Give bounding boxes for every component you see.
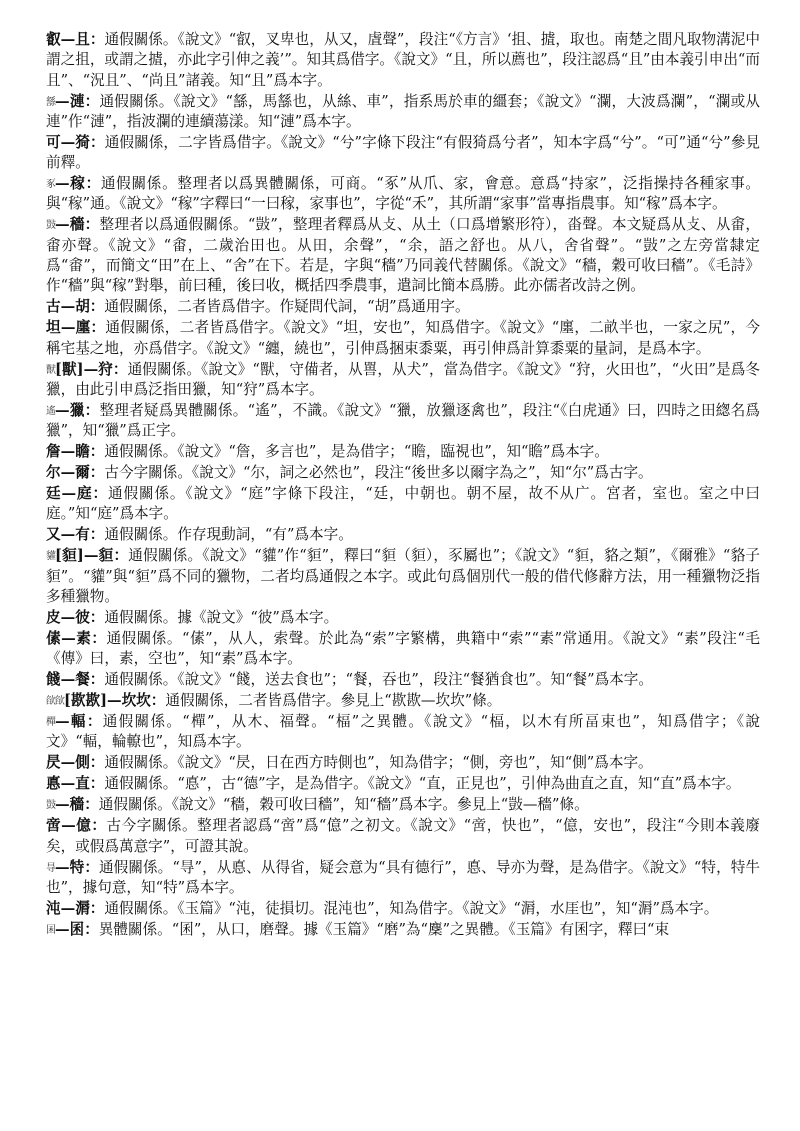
entry-headword: 可—猗： (46, 133, 105, 151)
entry-headword: 悳—直： (46, 775, 105, 793)
entry-headword: 沌—漘： (46, 899, 105, 917)
entry-headword: 昃—側： (46, 754, 105, 772)
entry-headword: [貆]—貆： (55, 547, 129, 565)
ancient-glyph-icon: 貛 (46, 551, 55, 563)
entry-1 (46, 30, 760, 91)
entry-text: 通假關係。《說文》“叡，叉卑也，从又，虘聲”，段注“《方言》‘抯、摣，取也。南楚之間凡取物溝泥中謂之抯，或謂之摣，亦此字引伸之義’”。知其爲借字。《說文》“且，所以薦也”，段注認爲“且”由本義引申出“而且”、“況且”、“尚且”諸義。知“且”爲本字。 (46, 31, 760, 89)
entry-headword: —穡： (55, 216, 100, 234)
entry-21 (46, 774, 760, 794)
entry-8 (46, 360, 760, 401)
entry-7 (46, 318, 760, 359)
entry-text: 通假關係。作存現動詞，“有”爲本字。 (104, 526, 353, 544)
entry-text: 通假關係。《玉篇》“沌，徒損切。混沌也”，知為借字。《說文》“漘，水厓也”，知“漘”爲本字。 (104, 899, 719, 917)
entry-24 (46, 858, 760, 899)
entry-3 (46, 133, 760, 174)
ancient-glyph-icon: 欿欿 (46, 696, 64, 708)
entry-text: 通假關係，二者皆爲借字。作疑問代詞，“胡”爲通用字。 (104, 298, 470, 316)
entry-22 (46, 795, 760, 815)
entry-text: 通假關係。《說文》“獸，守備者，从嘼，从犬”，當為借字。《說文》“狩，火田也”，“火田”是爲冬獵，由此引申爲泛指田獵，知“狩”爲本字。 (46, 360, 760, 398)
entry-headword: 坦—廛： (46, 319, 106, 337)
entry-text: 通假關係。“傃”，从人，索聲。於此為“索”字繁構，典籍中“索”“素”常通用。《說文》“素”段注“毛《傳》曰，素，空也”，知“素”爲本字。 (46, 629, 760, 668)
entry-15 (46, 608, 760, 628)
entry-headword: —漣： (55, 92, 100, 110)
entry-text: 古今字關係。《說文》“尔，詞之必然也”，段注“後世多以爾字為之”，知“尔”爲古字。 (104, 464, 653, 482)
entry-13 (46, 525, 760, 545)
entry-headword: 廷—庭： (46, 485, 108, 503)
entry-2 (46, 92, 760, 133)
ancient-glyph-icon: 樿 (46, 717, 55, 729)
entry-text: 通假關係。“樿”，从木、福聲。“楅”之異體。《說文》“楅，以木有所畐束也”，知爲借字；《說文》“輻，輪轑也”，知爲本字。 (46, 713, 760, 751)
entry-11 (46, 463, 760, 483)
entry-headword: 餞—餐： (46, 671, 105, 689)
entry-headword: —囷： (55, 920, 99, 938)
entry-16 (46, 629, 760, 670)
entry-text: 通假關係，二者皆爲借字。參見上“歁歁—坎坎”條。 (165, 692, 502, 710)
ancient-glyph-icon: 敱 (46, 220, 55, 232)
entry-9 (46, 401, 760, 442)
entry-headword: —穡： (55, 796, 99, 814)
entry-headword: 詹—瞻： (46, 443, 105, 461)
entry-headword: 皮—彼： (46, 608, 105, 626)
entry-text: 異體關係。“囷”，从口，磨聲。據《玉篇》“磨”為“麇”之異體。《玉篇》有囷字，釋曰“束 (98, 920, 670, 938)
entry-10 (46, 442, 760, 462)
entry-headword: 叡—且： (46, 31, 105, 48)
entry-text: 通假關係。整理者以爲異體關係，可商。“豖”从爪、家，會意。意爲“持家”，泛指操持各種家事。與“稼”通。《說文》“稼”字釋曰“一曰稼，家事也”，字從“禾”，其所謂“家事”當專指農事。知“稼”爲本字。 (46, 175, 760, 213)
ancient-glyph-icon: 敱 (46, 800, 55, 812)
entry-text: 通假關係。“㝵”，从悳、从得省，疑会意为“具有德行”，悳、导亦为聲，是為借字。《說文》“特，特牛也”，據句意，知“特”爲本字。 (46, 858, 760, 896)
entry-text: 通假關係。《說文》“䌛，馬䌛也，从絲、車”，指系馬於車的繮套；《說文》“瀾，大波爲瀾”，“瀾或从連”作“漣”，指波瀾的連續蕩漾。知“漣”爲本字。 (46, 92, 760, 130)
entry-headword: —獵： (55, 401, 100, 419)
entry-text: 通假關係。《說文》“貛”作“貆”，釋曰“貆（貆），豕屬也”；《說文》“貆，貉之類”，《爾雅》“貉子貆”。“貛”與“貆”爲不同的獵物，二者均爲通假之本字。或此句爲個別代一般的借代修辭方法，用一種獵物泛指多種獵物。 (46, 547, 761, 605)
entry-25 (46, 899, 760, 919)
entry-text: 古今字關係。整理者認爲“啻”爲“億”之初文。《說文》“啻，快也”，“億，安也”，段注“今則本義廢矣，或假爲萬意字”，可證其說。 (46, 817, 760, 855)
ancient-glyph-icon: 䌛 (46, 96, 55, 108)
entry-headword: 古—胡： (46, 298, 105, 316)
entry-headword: 啻—億： (46, 817, 107, 835)
entry-19 (46, 712, 760, 753)
entry-4 (46, 174, 760, 215)
ancient-glyph-icon: 㝵 (46, 862, 55, 874)
entry-text: 通假關係。《說文》“庭”字條下段注，“廷，中朝也。朝不屋，故不从广。宮者，室也。室之中曰庭。”知“庭”爲本字。 (46, 485, 760, 523)
entry-20 (46, 753, 760, 773)
entry-18 (46, 691, 760, 711)
entry-text: 整理者以爲通假關係。“敱”，整理者釋爲从攴、从土（口爲增繁形符），畓聲。本文疑爲从攴、从畬，畬亦聲。《說文》“畬，二歲治田也。从田，余聲”，“余，語之舒也。从八，舍省聲”。“敱”之左旁當隸定爲“畬”，而簡文“田”在上、“舍”在下。若是，字與“穡”乃同義代替關係。《說文》“穡，穀可收曰穡”。《毛詩》作“穡”與“稼”對舉，前曰種，後曰收，概括四季農事，遣詞比簡本爲勝。此亦儒者改詩之例。 (46, 216, 760, 295)
ancient-glyph-icon: 獸 (46, 364, 55, 376)
entry-text: 通假關係，二字皆爲借字。《說文》“兮”字條下段注“有假猗爲兮者”，知本字爲“兮”。“可”通“兮”參見前釋。 (46, 133, 760, 172)
entry-text: 通假關係。“悳”，古“德”字，是為借字。《說文》“直，正見也”，引伸為曲直之直，知“直”爲本字。 (104, 775, 741, 793)
entry-26 (46, 920, 760, 940)
entry-5 (46, 215, 760, 296)
entry-6 (46, 297, 760, 317)
entry-text: 通假關係。《說文》“穡，穀可收曰穡”，知“穡”爲本字。參見上“敱—穡”條。 (98, 796, 589, 814)
entry-text: 通假關係。據《說文》“彼”爲本字。 (104, 608, 339, 626)
entry-headword: —稼： (55, 175, 101, 193)
entry-headword: 又—有： (46, 526, 105, 544)
entry-headword: —輻： (55, 713, 103, 731)
ancient-glyph-icon: 遙 (46, 405, 55, 417)
entry-headword: 傃—素： (46, 629, 107, 647)
entry-17 (46, 670, 760, 690)
ancient-glyph-icon: 囷 (46, 924, 55, 936)
entry-text: 通假關係，二者皆爲借字。《說文》“坦，安也”，知爲借字。《說文》“廛，二畝半也，一家之尻”，今稱宅基之地，亦爲借字。《說文》“纏，繞也”，引伸爲捆束黍粟，再引伸爲計算黍粟的量詞，是爲本字。 (46, 319, 760, 357)
entry-headword: [獸]—狩： (55, 360, 128, 378)
entry-headword: 尔—爾： (46, 464, 105, 482)
entry-14 (46, 546, 760, 607)
entry-12 (46, 484, 760, 525)
entry-text: 通假關係。《說文》“昃，日在西方時側也”，知為借字；“側，旁也”，知“側”爲本字。 (104, 754, 653, 772)
entry-text: 整理者疑爲異體關係。“遙”，不識。《說文》“獵，放獵逐禽也”，段注“《白虎通》曰，四時之田緫名爲獵”，知“獵”爲正字。 (46, 401, 760, 440)
entry-headword: —特： (55, 858, 100, 876)
entry-headword: [歁歁]—坎坎： (64, 692, 166, 710)
ancient-glyph-icon: 豖 (46, 179, 55, 191)
entry-text: 通假關係。《說文》“餞，送去食也”；“餐，吞也”，段注“餐猶食也”。知“餐”爲本字。 (104, 671, 653, 689)
entry-text: 通假關係。《說文》“詹，多言也”，是為借字；“瞻，臨視也”，知“瞻”爲本字。 (104, 443, 609, 461)
entry-23 (46, 816, 760, 857)
